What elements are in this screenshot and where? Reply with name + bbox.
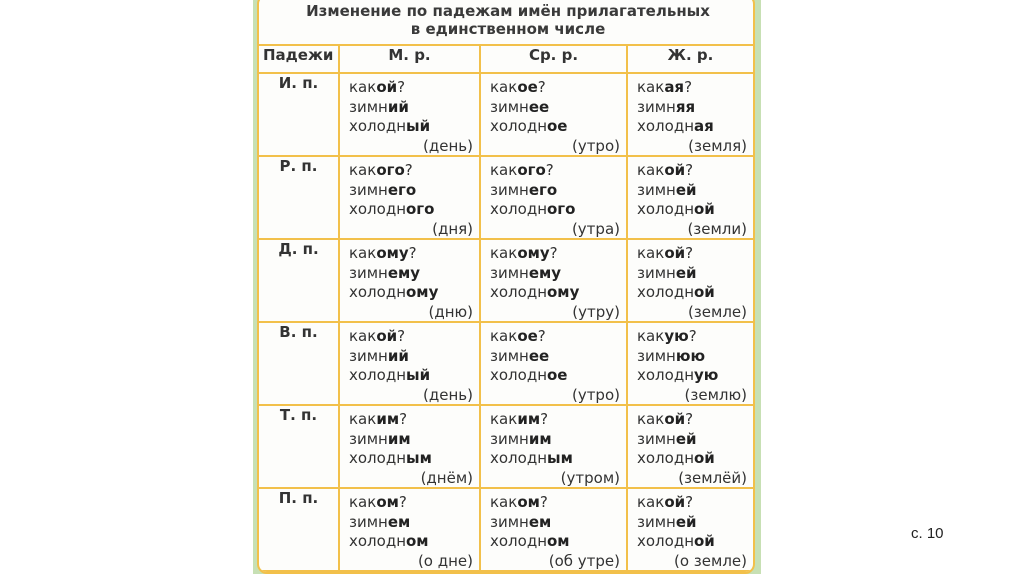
cell-masculine [339,156,480,239]
noun-example: (утро) [571,385,620,404]
question-mark: ? [688,327,697,345]
word-ending: яя [675,97,696,116]
word-stem: как [349,78,377,96]
word-ending: ого [547,200,576,218]
word-ending: ой [694,200,715,218]
word-stem: холодн [349,366,406,384]
word-stem: как [490,327,518,345]
word-ending: ой [694,283,715,301]
adjective-form [637,410,747,430]
word-ending: ым [406,449,432,467]
cell-content [490,327,620,405]
word-ending: ого [406,200,435,218]
word-ending: ей [675,429,697,448]
cell-content [490,493,620,571]
table-row [259,488,753,571]
word-stem: как [490,244,518,262]
word-stem: холодн [637,200,694,218]
adjective-form [637,181,747,201]
table-row [259,156,753,239]
case-label: Т. п. [259,405,339,488]
word-stem: зимн [490,346,529,365]
word-stem: как [349,493,377,511]
question-mark: ? [549,244,558,262]
cell-content [490,244,620,322]
adjective-form [637,347,747,367]
word-stem: как [490,410,518,428]
table-row [259,239,753,322]
adjective-form [349,366,473,386]
word-ending: ым [547,449,573,467]
word-ending: ая [694,117,714,135]
cell-content [349,327,473,405]
word-ending: ее [528,346,550,365]
word-ending: ое [517,78,538,96]
word-ending: ей [675,263,697,282]
word-ending: ое [547,366,568,384]
word-stem: зимн [490,263,529,282]
question-mark: ? [539,493,548,511]
word-stem: холодн [490,283,547,301]
word-stem: зимн [637,429,676,448]
adjective-form [349,327,473,347]
word-ending: ое [547,117,568,135]
word-stem: как [349,327,377,345]
word-ending: ой [664,493,686,511]
adjective-form [490,78,620,98]
word-ending: ий [387,346,409,365]
table-title-line-2: в единственном числе [410,20,606,38]
adjective-form [637,264,747,284]
adjective-form [637,513,747,533]
adjective-form [349,532,473,552]
adjective-form [490,181,620,201]
adjective-form [637,327,747,347]
word-ending: его [387,180,417,199]
cell-masculine [339,488,480,571]
adjective-form [349,161,473,181]
adjective-form [490,532,620,552]
adjective-form [490,327,620,347]
question-mark: ? [545,161,554,179]
question-mark: ? [537,78,546,96]
adjective-form [349,513,473,533]
cell-masculine [339,405,480,488]
adjective-form [637,161,747,181]
adjective-form [637,117,747,137]
word-ending: ем [528,512,552,531]
word-ending: им [387,429,411,448]
word-ending: ему [387,263,421,282]
word-ending: ая [664,78,685,96]
word-ending: ом [406,532,429,550]
word-stem: холодн [637,532,694,550]
question-mark: ? [408,244,417,262]
word-ending: ой [694,532,715,550]
adjective-form [490,283,620,303]
word-ending: им [528,429,552,448]
word-ending: ой [694,449,715,467]
cell-content [349,410,473,488]
table-row [259,405,753,488]
cell-masculine [339,322,480,405]
cell-content [349,161,473,239]
question-mark: ? [685,161,694,179]
noun-example: (утро) [571,136,620,155]
word-ending: ом [547,532,570,550]
noun-example: (землю) [684,385,747,404]
word-stem: холодн [490,532,547,550]
cell-content [490,78,620,156]
word-stem: как [490,161,518,179]
table-row [259,322,753,405]
word-stem: зимн [349,263,388,282]
word-stem: холодн [349,449,406,467]
word-ending: ую [664,327,689,345]
adjective-form [490,449,620,469]
word-stem: зимн [349,512,388,531]
word-stem: холодн [349,532,406,550]
cell-content [637,161,747,239]
adjective-form [349,410,473,430]
adjective-form [490,430,620,450]
word-ending: ей [675,180,697,199]
adjective-form [349,244,473,264]
table-row [259,73,753,156]
adjective-form [637,449,747,469]
word-stem: зимн [349,346,388,365]
question-mark: ? [685,410,694,428]
noun-example: (земле) [687,302,747,321]
word-ending: ой [664,244,686,262]
adjective-form [490,264,620,284]
word-stem: как [637,244,665,262]
question-mark: ? [397,327,406,345]
word-stem: как [637,410,665,428]
declension-table [259,44,753,572]
cell-content [490,410,620,488]
cell-feminine [627,73,753,156]
word-stem: зимн [490,512,529,531]
adjective-form [490,347,620,367]
adjective-form [349,449,473,469]
word-stem: как [490,493,518,511]
word-ending: ом [376,493,399,511]
word-ending: ому [376,244,409,262]
question-mark: ? [685,244,694,262]
adjective-form [637,200,747,220]
cell-feminine [627,322,753,405]
question-mark: ? [398,493,407,511]
word-ending: ой [664,161,686,179]
adjective-form [637,430,747,450]
word-stem: зимн [637,512,676,531]
adjective-form [490,98,620,118]
adjective-form [349,181,473,201]
adjective-form [349,430,473,450]
noun-example: (утра) [571,219,620,238]
question-mark: ? [404,161,413,179]
word-stem: холодн [490,449,547,467]
word-ending: ему [528,263,562,282]
word-stem: зимн [637,263,676,282]
word-stem: зимн [349,180,388,199]
cell-neuter [480,488,627,571]
word-stem: зимн [349,429,388,448]
word-ending: им [376,410,400,428]
adjective-form [349,347,473,367]
cell-neuter [480,239,627,322]
adjective-form [637,78,747,98]
word-stem: как [637,161,665,179]
adjective-form [490,513,620,533]
noun-example: (дню) [428,302,473,321]
word-ending: ей [675,512,697,531]
case-label: Д. п. [259,239,339,322]
adjective-form [637,244,747,264]
word-ending: ой [376,327,398,345]
noun-example: (утру) [572,302,620,321]
word-stem: зимн [490,180,529,199]
word-stem: зимн [637,97,676,116]
cell-content [637,244,747,322]
noun-example: (земля) [688,136,747,155]
word-ending: ое [517,327,538,345]
word-ending: ой [664,410,686,428]
cell-neuter [480,322,627,405]
word-ending: ому [517,244,550,262]
table-title [259,2,755,38]
question-mark: ? [684,78,693,96]
word-ending: его [528,180,558,199]
case-label: И. п. [259,73,339,156]
noun-example: (земли) [687,219,747,238]
question-mark: ? [397,78,406,96]
header-neuter: Ср. р. [480,45,627,73]
word-ending: ом [517,493,540,511]
adjective-form [349,493,473,513]
word-ending: ем [387,512,411,531]
header-feminine: Ж. р. [627,45,753,73]
word-ending: ий [387,97,409,116]
word-stem: зимн [490,97,529,116]
cell-content [637,493,747,571]
cell-content [349,78,473,156]
adjective-form [490,200,620,220]
cell-content [637,327,747,405]
adjective-form [637,493,747,513]
noun-example: (утром) [560,468,620,487]
word-ending: ому [547,283,580,301]
adjective-form [637,283,747,303]
adjective-form [490,244,620,264]
cell-content [349,493,473,571]
word-stem: как [349,410,377,428]
noun-example: (о земле) [674,551,747,570]
case-label: П. п. [259,488,339,571]
noun-example: (день) [423,136,473,155]
cell-neuter [480,156,627,239]
word-stem: холодн [349,200,406,218]
word-ending: ее [528,97,550,116]
word-stem: холодн [637,283,694,301]
word-stem: холодн [637,366,694,384]
noun-example: (об утре) [548,551,620,570]
cell-feminine [627,239,753,322]
header-cases: Падежи [259,45,339,73]
question-mark: ? [399,410,408,428]
word-stem: как [349,161,377,179]
adjective-form [490,410,620,430]
adjective-form [490,493,620,513]
cell-content [637,78,747,156]
word-stem: холодн [490,117,547,135]
word-ending: ой [376,78,398,96]
word-ending: ого [376,161,405,179]
adjective-form [490,117,620,137]
question-mark: ? [540,410,549,428]
word-ending: ому [406,283,439,301]
word-stem: как [637,327,665,345]
word-stem: зимн [349,97,388,116]
cell-feminine [627,156,753,239]
word-stem: как [490,78,518,96]
adjective-form [349,98,473,118]
word-stem: холодн [349,117,406,135]
noun-example: (о дне) [417,551,473,570]
word-stem: зимн [637,346,676,365]
header-row [259,45,753,73]
word-stem: холодн [490,366,547,384]
adjective-form [349,78,473,98]
noun-example: (землёй) [678,468,747,487]
declension-table-card [257,0,755,574]
table-title-line-1: Изменение по падежам имён прилагательных [306,2,710,20]
word-ending: им [517,410,541,428]
cell-content [637,410,747,488]
cell-neuter [480,73,627,156]
adjective-form [349,117,473,137]
word-stem: как [349,244,377,262]
noun-example: (дня) [432,219,473,238]
adjective-form [349,264,473,284]
adjective-form [637,366,747,386]
word-stem: как [637,78,665,96]
cell-feminine [627,405,753,488]
cell-content [490,161,620,239]
cell-feminine [627,488,753,571]
cell-neuter [480,405,627,488]
word-ending: юю [675,346,706,365]
adjective-form [637,532,747,552]
page-reference: с. 10 [911,525,944,542]
cell-masculine [339,73,480,156]
adjective-form [637,98,747,118]
cell-masculine [339,239,480,322]
case-label: Р. п. [259,156,339,239]
adjective-form [490,161,620,181]
word-stem: зимн [637,180,676,199]
cell-content [349,244,473,322]
word-stem: холодн [490,200,547,218]
noun-example: (днём) [420,468,473,487]
noun-example: (день) [423,385,473,404]
word-stem: зимн [490,429,529,448]
word-stem: как [637,493,665,511]
question-mark: ? [685,493,694,511]
word-ending: ую [694,366,719,384]
adjective-form [349,200,473,220]
word-stem: холодн [637,117,694,135]
word-stem: холодн [349,283,406,301]
question-mark: ? [537,327,546,345]
word-ending: ый [406,117,431,135]
adjective-form [490,366,620,386]
adjective-form [349,283,473,303]
word-stem: холодн [637,449,694,467]
case-label: В. п. [259,322,339,405]
word-ending: ого [517,161,546,179]
header-masculine: М. р. [339,45,480,73]
word-ending: ый [406,366,431,384]
